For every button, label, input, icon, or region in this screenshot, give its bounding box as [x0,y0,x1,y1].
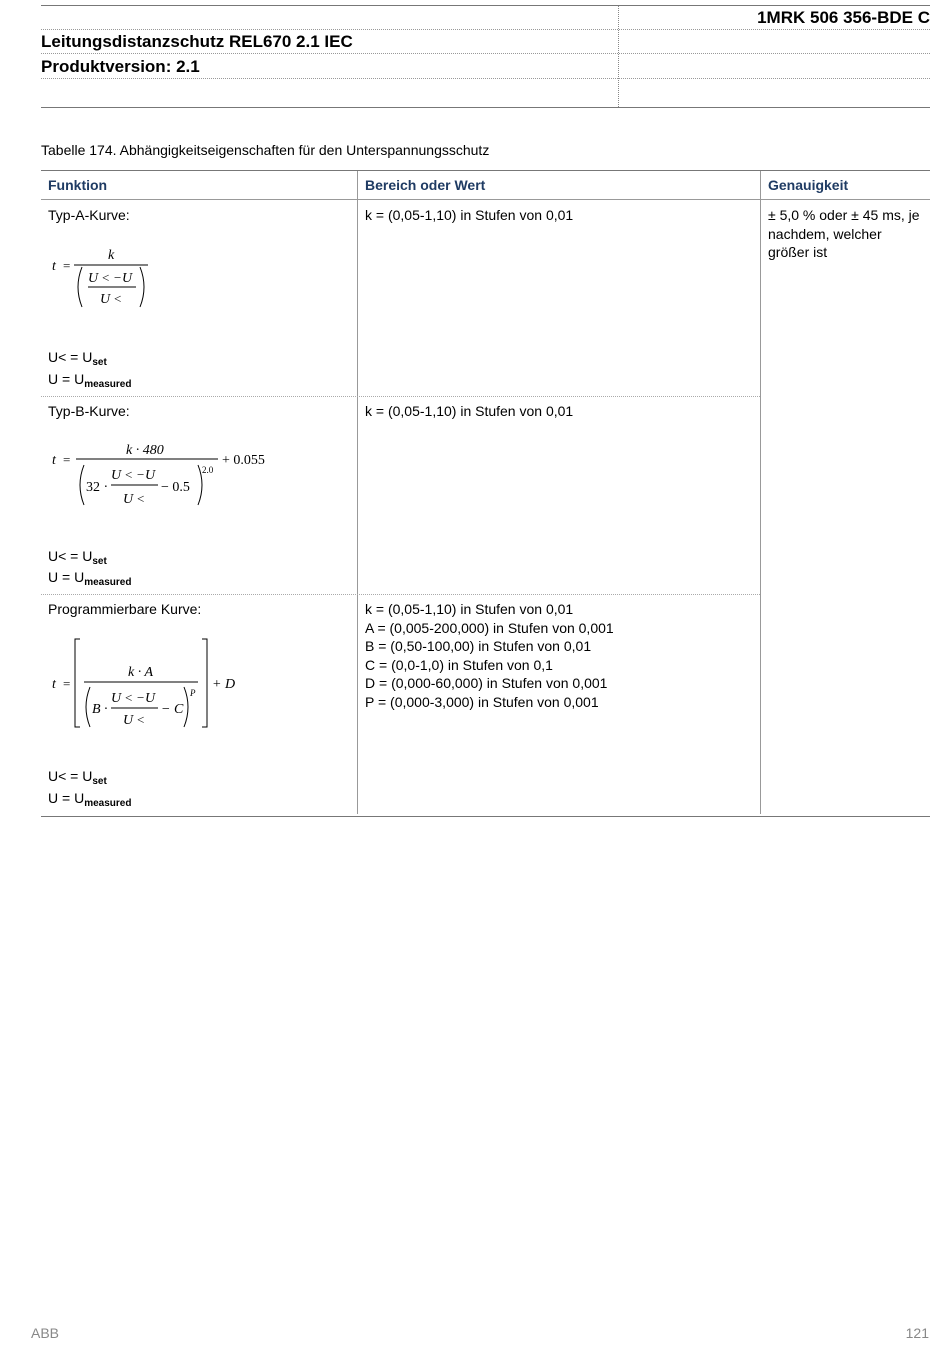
formula-symbol: k · 480 [126,443,164,458]
formula-symbol: k [108,248,115,263]
definition-line [48,789,131,811]
definition-subscript: set [92,357,107,368]
definition-line [48,348,107,370]
formula-symbol: t [52,259,56,274]
row-label: Typ-A-Kurve: [48,207,130,223]
right-bracket [202,639,207,727]
right-paren [140,267,144,307]
document-number: 1MRK 506 356-BDE C [757,8,930,27]
definition-subscript: measured [84,798,132,809]
row-separator [41,396,760,397]
definition-line [48,370,131,392]
column-header-funktion: Funktion [48,177,108,193]
definition-text: U< = U [48,548,93,564]
formula-symbol: = [63,452,71,467]
definition-line [48,767,107,789]
table-caption: Tabelle 174. Abhängigkeitseigenschaften für den Unterspannungsschutz [41,142,490,158]
formula-symbol: − [137,690,145,705]
formula-type-b [48,435,278,511]
formula-symbol: U [88,271,99,286]
formula-symbol: = [63,676,71,691]
formula-symbol: U [122,271,133,286]
accuracy-value: ± 5,0 % oder ± 45 ms, je nachdem, welcher größer ist [768,207,920,261]
definition-text: U = U [48,371,85,387]
definition-text: U = U [48,790,85,806]
column-header-bereich: Bereich oder Wert [365,177,486,193]
document-header [41,5,930,108]
range-value: k = (0,05-1,10) in Stufen von 0,01 [365,403,574,419]
header-rule [41,78,930,79]
formula-symbol: < [125,690,133,705]
formula-symbol: 32 · [86,480,109,495]
formula-symbol: U [111,468,122,483]
formula-symbol: B · [92,702,108,717]
definition-subscript: measured [84,577,132,588]
formula-symbol: P [190,688,196,698]
definition-line [48,547,107,569]
row-label: Typ-B-Kurve: [48,403,130,419]
definition-subscript: set [92,776,107,787]
header-rule [41,29,930,30]
row-label: Programmierbare Kurve: [48,601,202,617]
range-list [365,600,614,712]
range-value: k = (0,05-1,10) in Stufen von 0,01 [365,601,574,617]
formula-symbol: 2.0 [202,465,214,475]
left-bracket [75,639,80,727]
formula-symbol: t [52,453,56,468]
formula-symbol: + D [212,677,236,692]
definition-text: U< = U [48,768,93,784]
range-value: P = (0,000-3,000) in Stufen von 0,001 [365,693,599,710]
formula-symbol: < [137,712,145,727]
left-paren [86,687,90,727]
formula-symbol: U [111,691,122,706]
definition-line [48,568,131,590]
footer-company: ABB [31,1325,60,1341]
range-value: A = (0,005-200,000) in Stufen von 0,001 [365,619,614,636]
formula-symbol: U [145,691,156,706]
formula-symbol: t [52,677,56,692]
formula-symbol: < [102,270,110,285]
right-paren [184,687,188,727]
column-divider [760,171,761,814]
formula-symbol: = [63,258,71,273]
formula-symbol: U [100,292,111,307]
formula-symbol: < [125,467,133,482]
formula-symbol: U [145,468,156,483]
range-value: B = (0,50-100,00) in Stufen von 0,01 [365,638,592,655]
header-rule [41,53,930,54]
formula-symbol: U [123,713,134,728]
left-paren [78,267,82,307]
header-underline [41,199,930,200]
definition-text: U< = U [48,349,93,365]
definition-subscript: set [92,556,107,567]
definition-subscript: measured [84,379,132,390]
range-value: D = (0,000-60,000) in Stufen von 0,001 [365,675,608,692]
range-value: C = (0,0-1,0) in Stufen von 0,1 [365,656,553,673]
formula-symbol: − [137,467,145,482]
document-title: Leitungsdistanzschutz REL670 2.1 IEC [41,32,353,51]
formula-symbol: − 0.5 [161,480,190,495]
definition-text: U = U [48,569,85,585]
formula-symbol: k · A [128,665,154,680]
column-header-genauigkeit: Genauigkeit [768,177,849,193]
formula-symbol: + 0.055 [222,453,265,468]
left-paren [80,465,84,505]
row-separator [41,594,760,595]
formula-type-a [48,241,178,313]
characteristics-table [41,170,930,817]
formula-programmable [48,635,248,731]
header-divider [618,6,619,107]
formula-symbol: < [114,291,122,306]
page-number: 121 [905,1325,929,1341]
formula-symbol: − C [161,702,184,717]
column-divider [357,171,358,814]
range-value: k = (0,05-1,10) in Stufen von 0,01 [365,207,574,223]
formula-symbol: − [114,270,122,285]
product-version: Produktversion: 2.1 [41,57,200,76]
formula-symbol: U [123,492,134,507]
formula-symbol: < [137,491,145,506]
